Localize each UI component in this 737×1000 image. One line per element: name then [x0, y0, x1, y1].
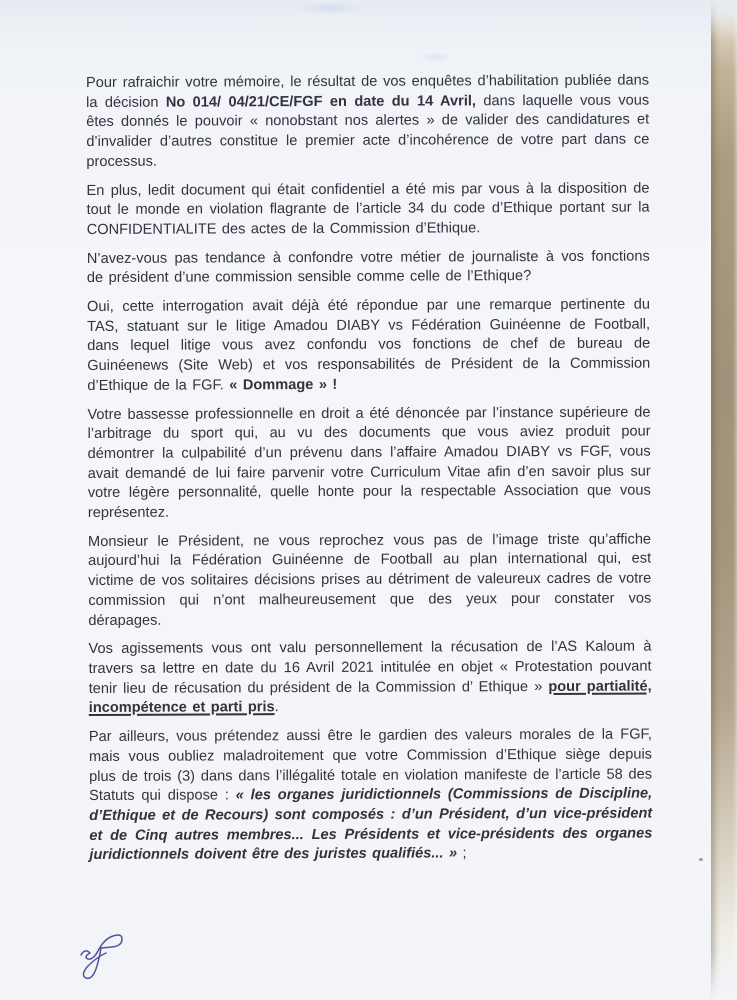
text-run: dans laquelle vous vous êtes donnés le pouvoir « nonobstant nos alertes » de valider des candidatures et d’invalider d’autres constitue le premier acte d’incohérence de votre part dans ce processus. — [86, 92, 650, 170]
text-run: No 014/ 04/21/CE/FGF en date du 14 Avril, — [165, 93, 477, 111]
text-run: Monsieur le Président, ne vous reprochez vous pas de l’image triste qu’affiche aujourd’hui la Fédération Guinéenne de Football au plan international qui, est victime de vos solitaires décisions prises au détriment de valeureux cadres de votre commission qui n’ont malheureusement que des yeux pour constater vos dérapages. — [88, 531, 652, 629]
text-run: . — [274, 699, 279, 716]
paragraph — [87, 296, 650, 397]
text-run: Oui, cette interrogation avait déjà été répondue par une remarque pertinente du TAS, statuant sur le litige Amadou DIABY vs Fédération Guinéenne de Football, dans lequel litige vous avez confondu vos fonctions de chef de bureau de Guinéenews (Site Web) et vos responsabilités de Président de la Commission d’Ethique de la FGF. — [86, 296, 651, 394]
text-run: « les organes juridictionnels (Commissions de Discipline, d’Ethique et de Recours) sont composés : d’un Président, d’un vice-président et de Cinq autres membres... Les Présidents et vice-présidents des organes juridictionnels doivent être des juristes qualifiés... » — [89, 785, 653, 864]
text-run: Par ailleurs, vous prétendez aussi être le gardien des valeurs morales de la FGF, mais vous oubliez maladroitement que votre Commission d’Ethique siège depuis plus de trois (3) dans dans l’illégalité totale en violation manifeste de l’article 58 des Statuts qui dispose : — [88, 726, 653, 805]
text-run: Votre bassesse professionnelle en droit a été dénoncée par l’instance supérieure de l’arbitrage du sport qui, au vu des documents que vous aviez produit pour démontrer la culpabilité d’un prévenu dans l’affaire Amadou DIABY vs FGF, vous avait demandé de lui faire parvenir votre Curriculum Vitae afin d’en savoir plus sur votre légère personnalité, quelle honte pour la respectable Association que vous représentez. — [87, 404, 651, 522]
text-run: Pour rafraichir votre mémoire, le résultat de vos enquêtes d’habilitation publiée dans la décision — [86, 72, 650, 111]
paragraph — [89, 726, 653, 866]
scan-smudge — [295, 2, 365, 14]
scan-smudge — [418, 52, 452, 62]
signature-scribble — [76, 926, 132, 988]
paragraph — [87, 403, 651, 524]
text-run: pour partialité, incompétence et parti pris — [88, 678, 652, 717]
scan-speck — [699, 858, 703, 861]
text-run: ; — [462, 845, 467, 862]
text-run: N’avez-vous pas tendance à confondre votre métier de journaliste à vos fonctions de président d’une commission sensible comme celle de l’Ethique? — [86, 248, 650, 287]
paragraph — [87, 247, 650, 289]
page-edge-shadow — [711, 0, 737, 1000]
paragraph — [86, 72, 649, 173]
paragraph — [88, 530, 651, 631]
text-run: En plus, ledit document qui était confidentiel a été mis par vous à la disposition de tout le monde en violation flagrante de l’article 34 du code d’Ethique portant sur la CONFIDENTIALITE des actes de la Commission d’Ethique. — [86, 180, 650, 238]
handwritten-signature — [76, 926, 132, 988]
paragraph — [86, 179, 649, 241]
text-run: Vos agissements vous ont valu personnellement la récusation de l’AS Kaloum à travers sa lettre en date du 16 Avril 2021 intitulée en objet « Protestation pouvant tenir lieu de récusation du président de la Commission d’ Ethique » — [88, 638, 652, 697]
paragraph — [88, 638, 651, 719]
text-run: « Dommage » ! — [229, 376, 338, 394]
letter-body — [86, 72, 652, 875]
